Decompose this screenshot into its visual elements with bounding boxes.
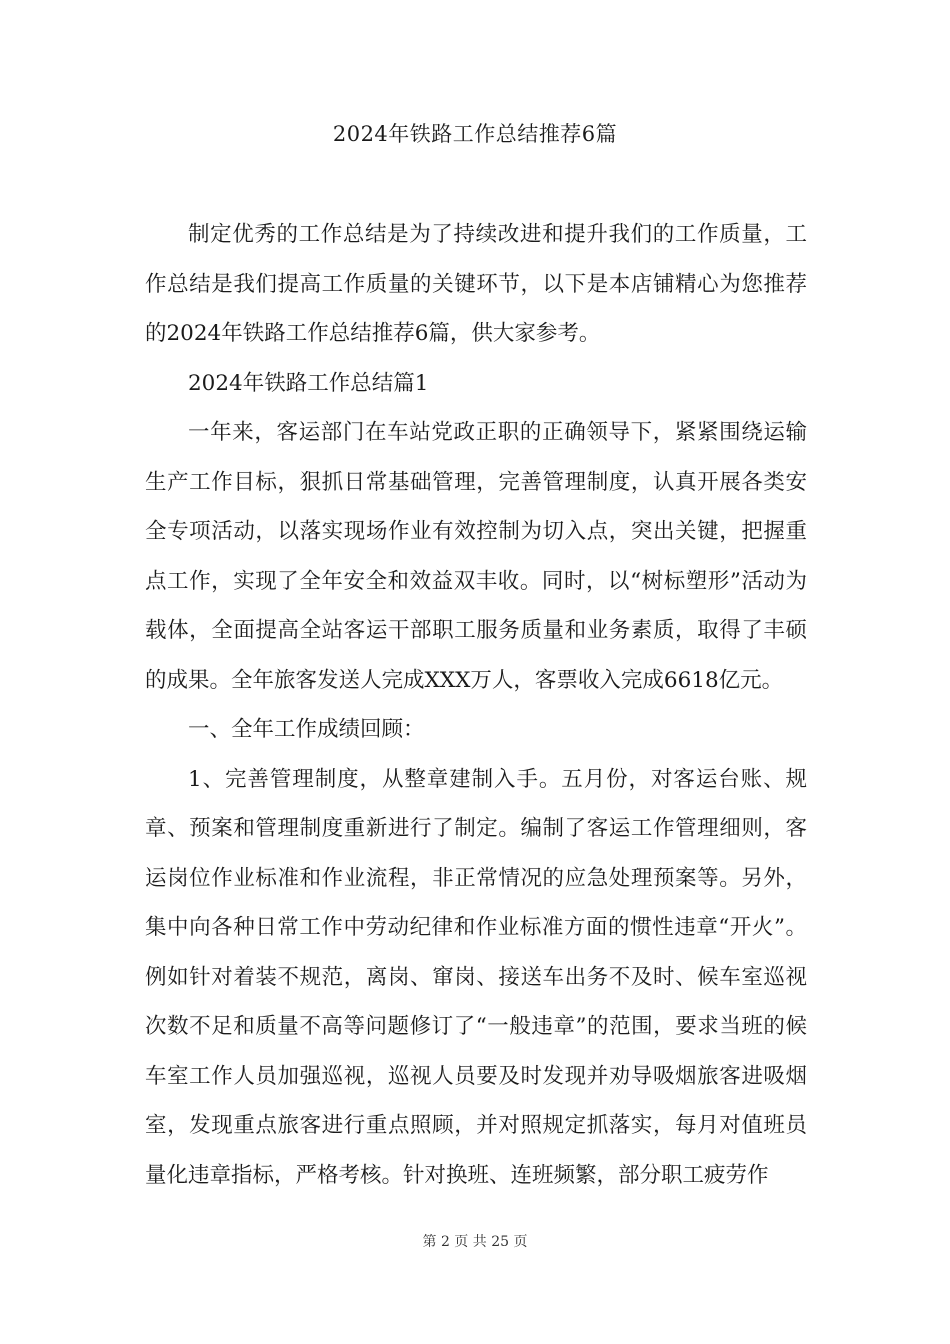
intro-paragraph: 制定优秀的工作总结是为了持续改进和提升我们的工作质量，工作总结是我们提高工作质量的关键环节，以下是本店铺精心为您推荐的2024年铁路工作总结推荐6篇，供大家参考。: [145, 222, 807, 346]
body-paragraph: 1、完善管理制度，从整章建制入手。五月份，对客运台账、规章、预案和管理制度重新进行了制定。编制了客运工作管理细则，客运岗位作业标准和作业流程，非正常情况的应急处理预案等。另外，集中向各种日常工作中劳动纪律和作业标准方面的惯性违章“开火”。例如针对着装不规范，离岗、窜岗、接送车出务不及时、候车室巡视次数不足和质量不高等问题修订了“一般违章”的范围，要求当班的候车室工作人员加强巡视，巡视人员要及时发现并劝导吸烟旅客进吸烟室，发现重点旅客进行重点照顾，并对照规定抓落实，每月对值班员量化违章指标，严格考核。针对换班、连班频繁，部分职工疲劳作: [145, 766, 807, 1188]
document-body: [145, 210, 807, 1200]
subsection-heading: 一、全年工作成绩回顾：: [188, 717, 425, 742]
page-footer: [0, 1232, 950, 1252]
section-heading: 2024年铁路工作总结篇1: [188, 370, 429, 396]
page-number: 第 2 页 共 25 页: [422, 1234, 528, 1250]
document-title: 2024年铁路工作总结推荐6篇: [332, 122, 618, 146]
body-paragraph: 一年来，客运部门在车站党政正职的正确领导下，紧紧围绕运输生产工作目标，狠抓日常基础管理，完善管理制度，认真开展各类安全专项活动，以落实现场作业有效控制为切入点，突出关键，把握重点工作，实现了全年安全和效益双丰收。同时，以“树标塑形”活动为载体，全面提高全站客运干部职工服务质量和业务素质，取得了丰硕的成果。全年旅客发送人完成XXX万人，客票收入完成6618亿元。: [145, 420, 807, 693]
